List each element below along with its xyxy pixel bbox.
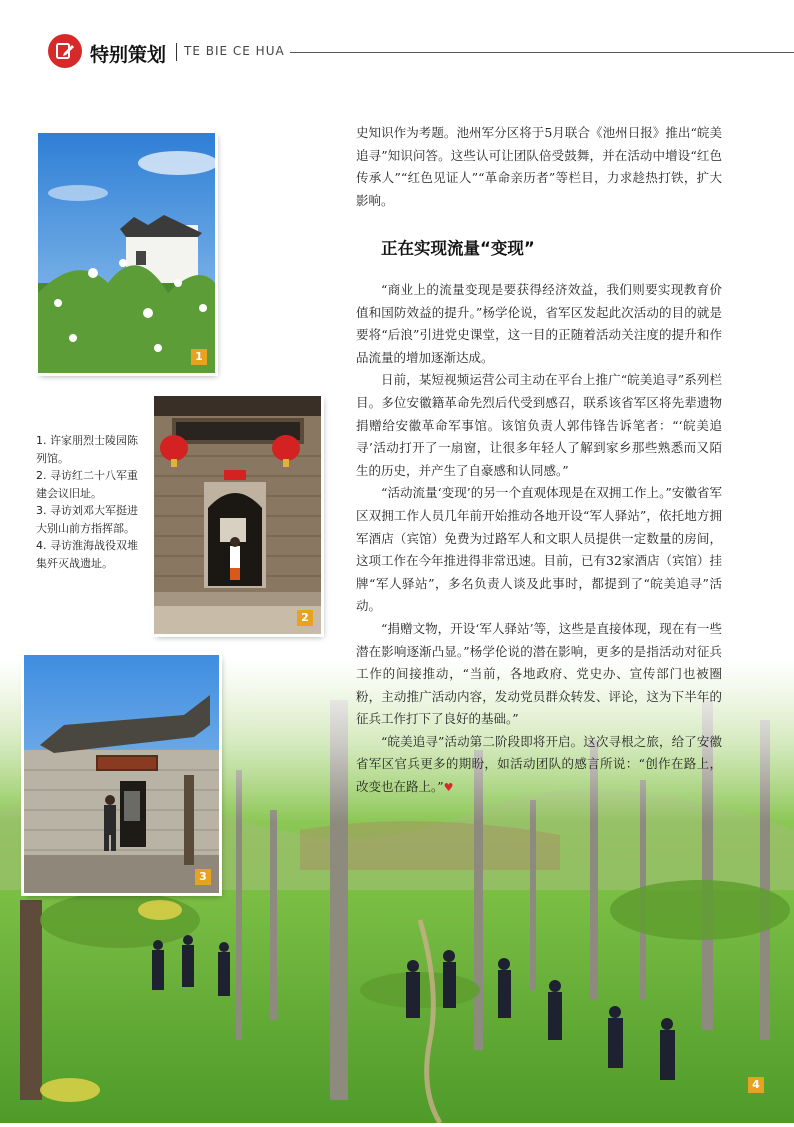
photo-3-number: 3 xyxy=(195,869,211,885)
end-heart-icon: ♥ xyxy=(443,781,454,795)
edit-pen-icon xyxy=(48,34,82,68)
section-divider xyxy=(176,43,177,61)
photo-1-house-flowers xyxy=(38,133,215,373)
paragraph: “捐赠文物，开设‘军人驿站’等，这些是直接体现，现在有一些潜在影响逐渐凸显。”杨学伦说的潜在影响，更多的是指活动对征兵工作的间接推动，“当前，各地政府、党史办、宣传部门也被圈粉，主动推广活动内容，发动党员群众转发、评论，这为下半年的征兵工作打下了良好的基础。” xyxy=(356,620,722,727)
caption-2: 2. 寻访红二十八军重建会议旧址。 xyxy=(36,469,138,500)
article-body xyxy=(356,279,722,800)
paragraph: 史知识作为考题。池州军分区将于5月联合《池州日报》推出“皖美追寻”知识问答。这些认可让团队倍受鼓舞，并在活动中增设“红色传承人”“红色见证人”“革命亲历者”等栏目，力求趁热打铁，扩大影响。 xyxy=(356,125,722,208)
opening-paragraph xyxy=(356,122,722,212)
photo-2-meeting-hall xyxy=(154,396,321,634)
paragraph: “商业上的流量变现是要获得经济效益，我们则要实现教育价值和国防效益的提升。”杨学伦说，省军区发起此次活动的目的就是要将“后浪”引进党史课堂，这一目的正随着活动关注度的提升和作品流量的增加逐渐达成。 xyxy=(356,282,722,365)
section-pinyin: TE BIE CE HUA xyxy=(184,44,285,58)
photo-4-number: 4 xyxy=(748,1077,764,1093)
caption-4: 4. 寻访淮海战役双堆集歼灭战遗址。 xyxy=(36,539,138,570)
photo-1-number: 1 xyxy=(191,349,207,365)
paragraph: “活动流量‘变现’的另一个直观体现是在双拥工作上。”安徽省军区双拥工作人员几年前开始推动各地开设“军人驿站”，依托地方拥军酒店（宾馆）免费为过路军人和文职人员提供一定数量的房间，这项工作在今年推进得非常迅速。目前，已有32家酒店（宾馆）挂牌“军人驿站”，多名负责人谈及此事时，都提到了“皖美追寻”活动。 xyxy=(356,485,722,614)
photo-2-number: 2 xyxy=(297,610,313,626)
paragraph: 日前，某短视频运营公司主动在平台上推广“皖美追寻”系列栏目。多位安徽籍革命先烈后代受到感召，联系该省军区将先辈遗物捐赠给安徽革命军事馆。该馆负责人郭伟锋告诉笔者：“‘皖美追寻’活动打开了一扇窗，让很多年轻人了解到家乡那些熟悉而又陌生的历史，并产生了自豪感和认同感。” xyxy=(356,372,722,478)
photo-3-stone-gate xyxy=(24,655,219,893)
page-header xyxy=(0,30,794,74)
subheading: 正在实现流量“变现” xyxy=(381,239,535,258)
section-title: 特别策划 xyxy=(90,44,167,66)
paragraph: “皖美追寻”活动第二阶段即将开启。这次寻根之旅，给了安徽省军区官兵更多的期盼，如活动团队的感言所说：“创作在路上，改变也在路上。” xyxy=(356,733,722,795)
header-rule xyxy=(290,52,794,53)
photo-captions xyxy=(36,432,148,572)
caption-3: 3. 寻访刘邓大军挺进大别山前方指挥部。 xyxy=(36,504,138,535)
caption-1: 1. 许家朋烈士陵园陈列馆。 xyxy=(36,434,138,465)
